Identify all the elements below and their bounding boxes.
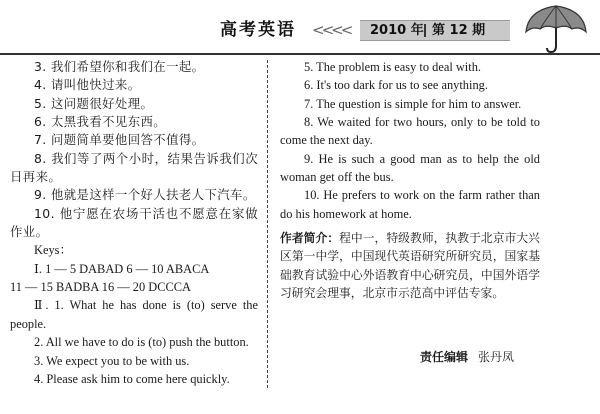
exercise-line: 11 — 15 BADBA 16 — 20 DCCCA xyxy=(10,280,191,295)
exercise-line: 10. 他宁愿在农场干活也不愿意在家做作业。 xyxy=(10,205,258,240)
exercise-line: 5. 这问题很好处理。 xyxy=(34,95,154,111)
answer-line: 10. He prefers to work on the farm rather than do his homework at home. xyxy=(280,188,540,221)
responsible-editor xyxy=(420,348,580,366)
exercise-line: Keys： xyxy=(34,243,72,258)
answer-line: 7. The question is simple for him to answer. xyxy=(304,96,522,111)
answer-line: 5. The problem is easy to deal with. xyxy=(304,60,481,74)
chevron-decoration-icon: <<<< xyxy=(312,21,351,39)
issue-separator xyxy=(424,24,426,37)
exercise-line: 2. All we have to do is (to) push the button. xyxy=(34,335,249,350)
editor-label: 责任编辑 xyxy=(420,350,469,364)
left-column xyxy=(10,58,258,388)
right-column xyxy=(280,58,540,302)
exercise-line: 7. 问题简单要他回答不值得。 xyxy=(34,132,205,148)
author-bio-label: 作者简介： xyxy=(280,231,340,246)
exercise-line: 8. 我们等了两个小时，结果告诉我们次日再来。 xyxy=(10,150,258,185)
exercise-line: 4. Please ask him to come here quickly. xyxy=(34,371,230,386)
exercise-line: 6. 太黑我看不见东西。 xyxy=(34,114,167,130)
issue-bar xyxy=(360,20,510,41)
page-header xyxy=(0,0,600,56)
author-bio-text: 程中一，特级教师，执教于北京市大兴区第一中学，中国现代英语研究所研究员，国家基础教育试验中心外语教育中心研究员，中国外语学习研究会理事，北京市示范高中评估专家。 xyxy=(280,231,540,301)
exercise-line: Ⅱ. 1. What he has done is (to) serve the people. xyxy=(10,298,258,331)
answer-line: 6. It's too dark for us to see anything. xyxy=(304,78,488,93)
exercise-line: 9. 他就是这样一个好人扶老人下汽车。 xyxy=(34,187,256,203)
exercise-line: 4. 请叫他快过来。 xyxy=(34,77,141,93)
exercise-line: Ⅰ. 1 — 5 DABAD 6 — 10 ABACA xyxy=(34,261,210,276)
header-rule xyxy=(0,53,600,55)
issue-year: 2010 年 xyxy=(370,23,424,38)
answer-line: 9. He is such a good man as to help the old woman get off the bus. xyxy=(280,151,540,185)
editor-name: 张丹凤 xyxy=(478,350,515,364)
author-bio xyxy=(280,229,540,302)
right-column-lines xyxy=(280,58,540,223)
exercise-line: 3. 我们希望你和我们在一起。 xyxy=(34,59,205,74)
masthead xyxy=(220,19,510,41)
exercise-line: 3. We expect you to be with us. xyxy=(34,353,190,368)
issue-number: 第 12 期 xyxy=(432,23,486,38)
answer-line: 8. We waited for two hours, only to be told to come the next day. xyxy=(280,115,540,148)
newspaper-title: 高考英语 xyxy=(220,20,296,40)
column-divider xyxy=(267,60,268,388)
umbrella-icon xyxy=(520,2,592,54)
